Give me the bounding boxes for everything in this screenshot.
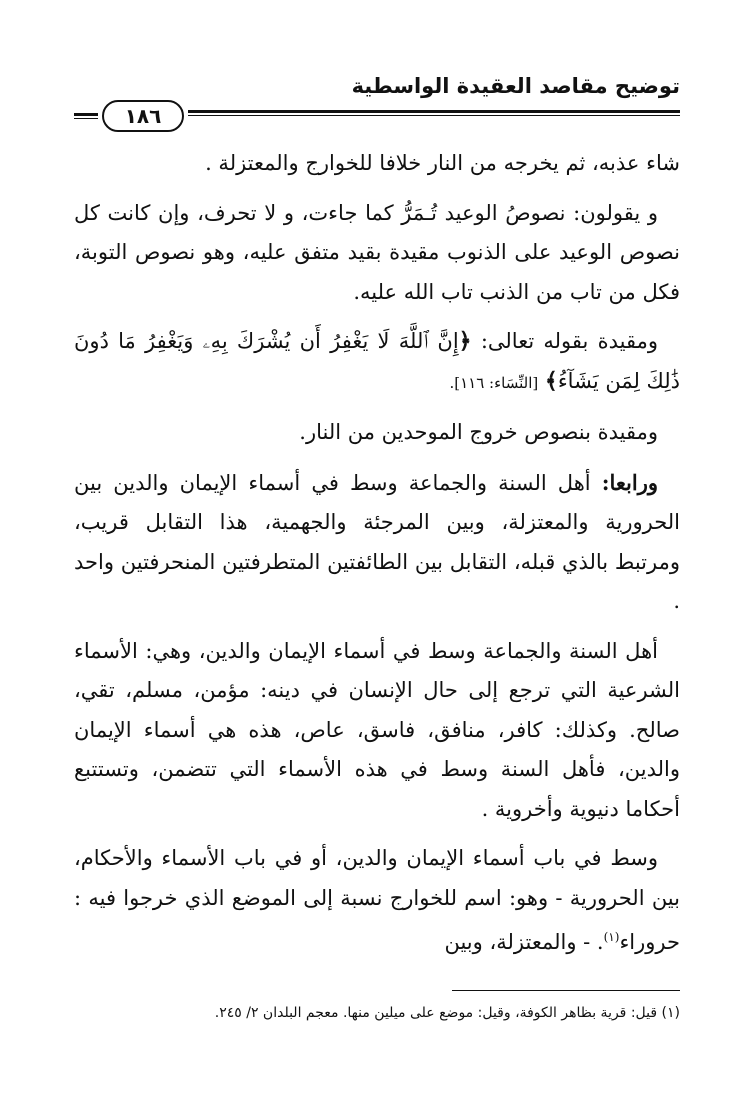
- quran-close-brace: ﴾: [544, 367, 558, 394]
- paragraph-3: [74, 322, 680, 403]
- footnote-1-marker: (١): [661, 1005, 680, 1021]
- page-number: ١٨٦: [102, 100, 184, 132]
- header-rule-left: [74, 113, 98, 119]
- quran-verse: إِنَّ ٱللَّهَ لَا يَغْفِرُ أَن يُشْرَكَ بِهِۦ وَيَغْفِرُ مَا دُونَ ذَٰلِكَ لِمَن يَشَآءُ: [74, 329, 680, 393]
- page-number-frame: [74, 100, 188, 132]
- paragraph-7-after: . - والمعتزلة، وبين: [444, 930, 604, 954]
- paragraph-4: ومقيدة بنصوص خروج الموحدين من النار.: [299, 420, 658, 444]
- paragraph-1: شاء عذبه، ثم يخرجه من النار خلافا للخوارج والمعتزلة .: [205, 151, 680, 175]
- footnote-1: [74, 1000, 680, 1026]
- paragraph-5: [74, 463, 680, 622]
- paragraph-7: [74, 839, 680, 963]
- body-text: [74, 144, 680, 973]
- footnote-ref-1[interactable]: (١): [603, 930, 620, 944]
- paragraph-7-before: وسط في باب أسماء الإيمان والدين، أو في باب الأسماء والأحكام، بين الحرورية - وهو: اسم للخوارج نسبة إلى الموضع الذي خرجوا فيه : حروراء: [74, 846, 680, 954]
- verse-reference: [النِّسَاء: ١١٦].: [449, 373, 539, 392]
- paragraph-3-intro: ومقيدة بقوله تعالى:: [480, 329, 658, 353]
- running-title: توضيح مقاصد العقيدة الواسطية: [351, 74, 680, 98]
- paragraph-5-lead: ورابعا:: [601, 469, 658, 495]
- page-header: [74, 74, 680, 134]
- quran-open-brace: ﴿: [458, 328, 472, 354]
- footnote-divider: [452, 990, 680, 991]
- paragraph-2: و يقولون: نصوصُ الوعيد تُـمَرُّ كما جاءت، و لا تحرف، وإن كانت كل نصوص الوعيد على الذنوب مقيدة بقيد متفق عليه، وهو نصوص التوبة، فكل من تاب من الذنب تاب الله عليه.: [74, 200, 680, 304]
- paragraph-6: أهل السنة والجماعة وسط في أسماء الإيمان والدين، وهي: الأسماء الشرعية التي ترجع إلى حال الإنسان في دينه: مؤمن، مسلم، تقي، صالح. وكذلك: كافر، منافق، فاسق، عاص، هذه هي أسماء الإيمان والدين، فأهل السنة وسط في هذه الأسماء التي تتضمن، وتستتبع أحكاما دنيوية وأخروية .: [74, 638, 680, 821]
- footnote-1-text: قيل: قرية بظاهر الكوفة، وقيل: موضع على ميلين منها. معجم البلدان ٢/ ٢٤٥.: [214, 1005, 658, 1021]
- paragraph-5-text: أهل السنة والجماعة وسط في أسماء الإيمان والدين بين الحرورية والمعتزلة، وبين المرجئة والجهمية، هذا التقابل قريب، ومرتبط بالذي قبله، التقابل بين الطائفتين المتطرفتين المنحرفتين واحد .: [74, 470, 680, 613]
